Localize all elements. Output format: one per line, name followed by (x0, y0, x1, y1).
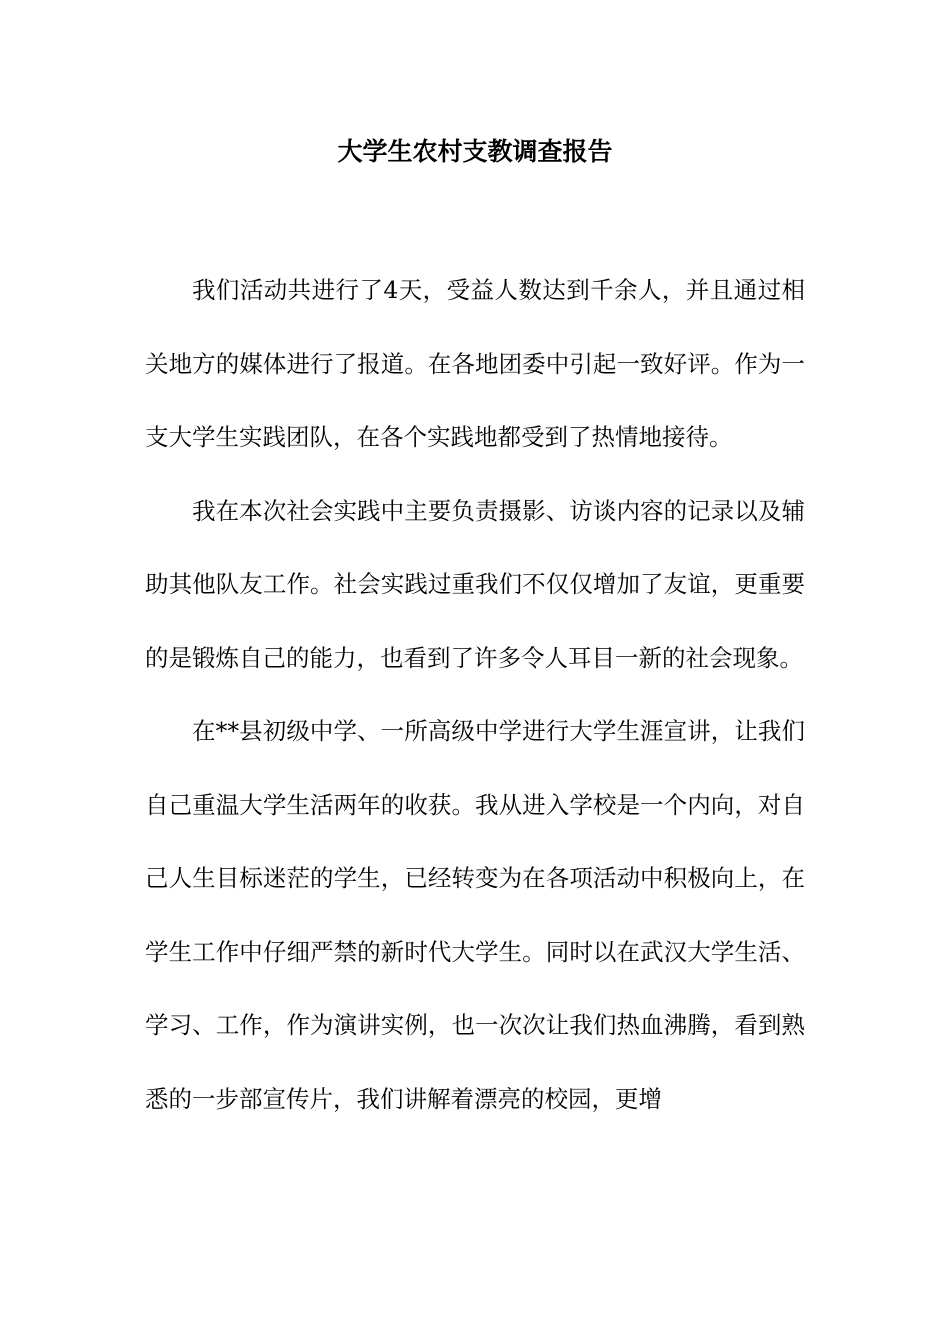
paragraph-1: 我们活动共进行了4天，受益人数达到千余人，并且通过相关地方的媒体进行了报道。在各地团委中引起一致好评。作为一支大学生实践团队，在各个实践地都受到了热情地接待。 (145, 276, 805, 451)
document-body (145, 254, 805, 1136)
document-title: 大学生农村支教调查报告 (337, 137, 613, 166)
paragraph-2: 我在本次社会实践中主要负责摄影、访谈内容的记录以及辅助其他队友工作。社会实践过重我们不仅仅增加了友谊，更重要的是锻炼自己的能力，也看到了许多令人耳目一新的社会现象。 (145, 496, 805, 672)
paragraph-3: 在**县初级中学、一所高级中学进行大学生涯宣讲，让我们自己重温大学生活两年的收获。我从进入学校是一个内向，对自己人生目标迷茫的学生，已经转变为在各项活动中积极向上，在学生工作中仔细严禁的新时代大学生。同时以在武汉大学生活、学习、工作，作为演讲实例，也一次次让我们热血沸腾，看到熟悉的一步部宣传片，我们讲解着漂亮的校园，更增 (145, 717, 805, 1113)
